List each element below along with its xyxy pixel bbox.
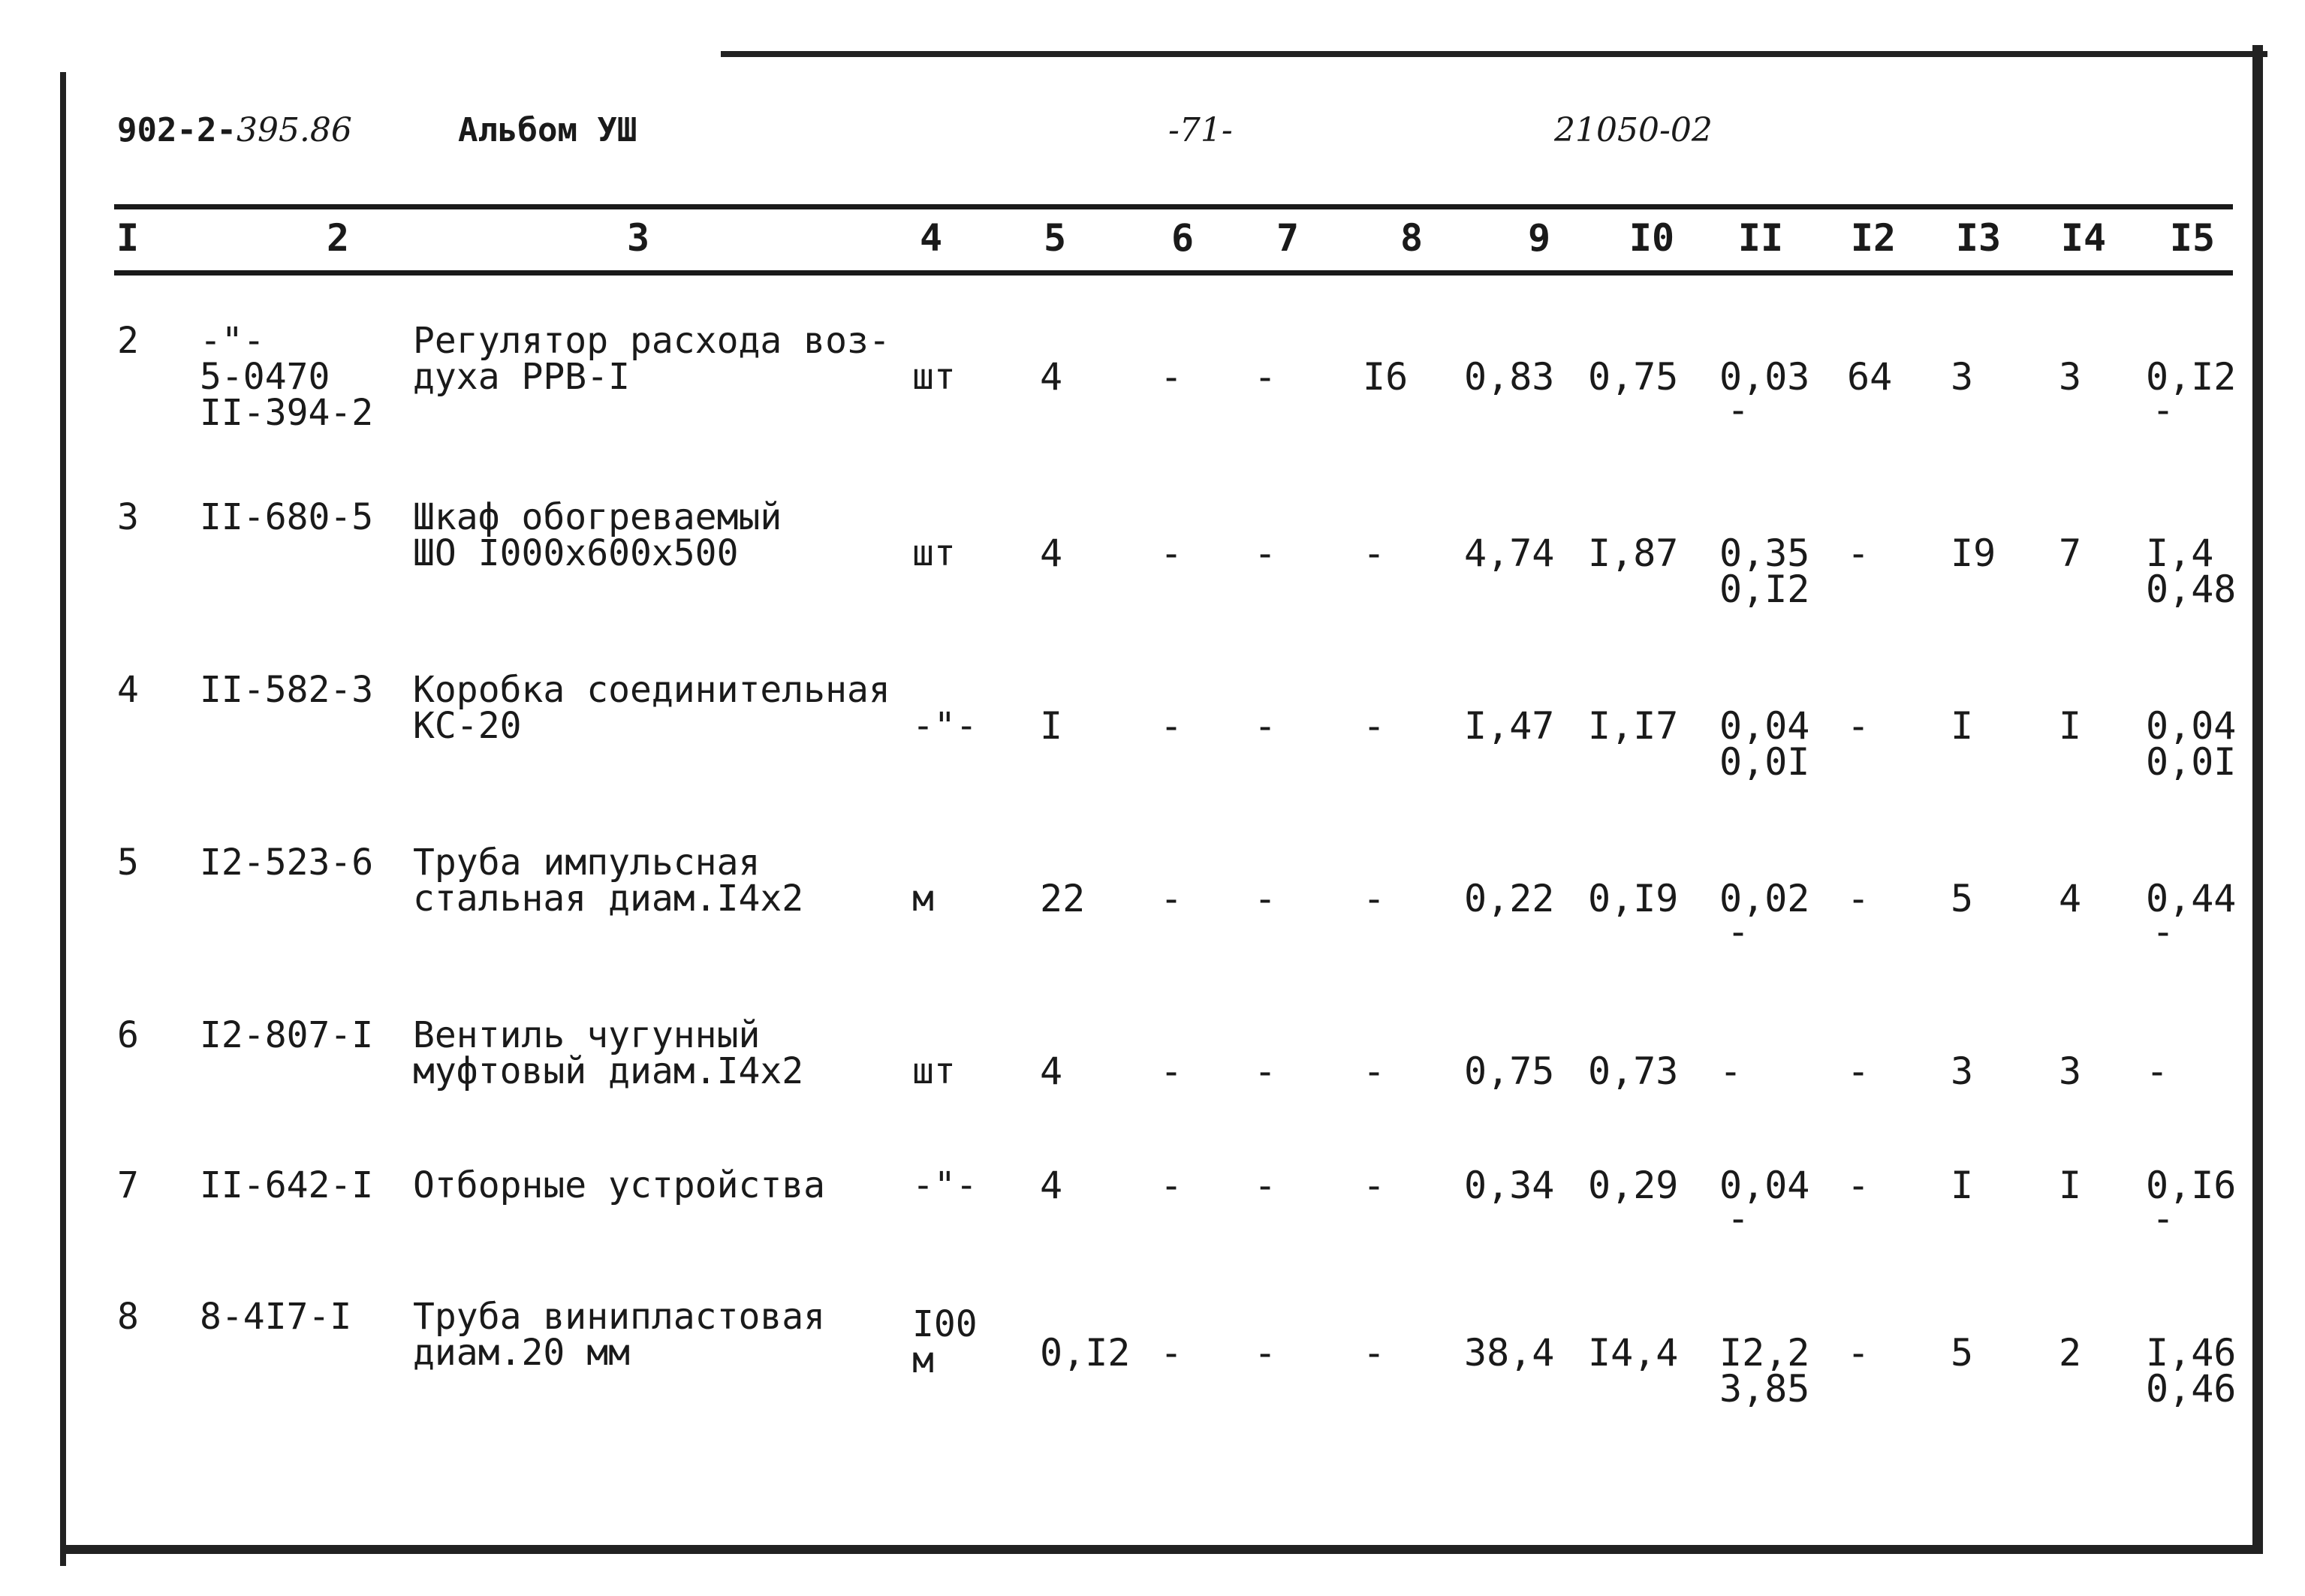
row-unit: I00 м (912, 1303, 978, 1381)
column-header-8: 8 (1400, 216, 1424, 260)
row-col14: I (2059, 704, 2082, 748)
column-header-10: I0 (1629, 216, 1675, 260)
row-unit: шт (912, 1050, 956, 1092)
row-col10: I4,4 (1588, 1331, 1679, 1375)
column-header-13: I3 (1955, 216, 2002, 260)
document-number-handwritten: 395.86 (236, 111, 352, 149)
row-name: Шкаф обогреваемый ШО I000x600x500 (413, 496, 782, 574)
row-col9: 0,83 (1464, 355, 1555, 399)
row-col6: - (1160, 355, 1183, 399)
row-col8: I6 (1363, 355, 1409, 399)
row-col13: I (1951, 704, 1974, 748)
row-col6: - (1160, 1331, 1183, 1375)
row-unit: -"- (912, 1164, 978, 1206)
header-rule-top (114, 204, 2233, 209)
row-col6: - (1160, 1049, 1183, 1093)
row-col6: - (1160, 1164, 1183, 1207)
row-col11: I2,2 3,85 (1719, 1331, 1810, 1411)
column-header-12: I2 (1850, 216, 1897, 260)
row-col12: - (1847, 877, 1870, 920)
row-col8: - (1363, 1049, 1386, 1093)
document-code: 21050-02 (1554, 111, 1713, 149)
row-unit: шт (912, 532, 956, 574)
column-header-11: II (1737, 216, 1784, 260)
header-rule-bottom (114, 270, 2233, 276)
column-header-7: 7 (1276, 216, 1300, 260)
row-col12: - (1847, 1049, 1870, 1093)
frame-top-border (721, 51, 2267, 57)
column-header-2: 2 (326, 216, 350, 260)
row-col15: 0,04 0,0I (2146, 704, 2237, 784)
row-col13: I (1951, 1164, 1974, 1207)
row-number: 6 (117, 1014, 139, 1056)
row-col11-dash: - (1727, 1197, 1750, 1240)
row-col13: 5 (1951, 877, 1974, 920)
column-header-15: I5 (2169, 216, 2216, 260)
row-col10: I,87 (1588, 531, 1679, 575)
row-col15: 0,44 (2146, 877, 2237, 920)
document-number (117, 111, 352, 149)
row-col7: - (1254, 704, 1277, 748)
column-header-9: 9 (1527, 216, 1551, 260)
row-col13: 3 (1951, 1049, 1974, 1093)
row-col7: - (1254, 355, 1277, 399)
row-code: II-680-5 (200, 496, 374, 538)
row-col14: 4 (2059, 877, 2082, 920)
row-col7: - (1254, 877, 1277, 920)
row-name: Коробка соединительная КС-20 (413, 669, 890, 747)
row-number: 4 (117, 669, 139, 711)
row-col8: - (1363, 531, 1386, 575)
row-col9: 0,22 (1464, 877, 1555, 920)
column-header-14: I4 (2060, 216, 2107, 260)
row-col6: - (1160, 531, 1183, 575)
row-col15-dash: - (2152, 1197, 2175, 1240)
frame-bottom-border (65, 1545, 2263, 1554)
frame-left-border (60, 72, 66, 1566)
row-code: 8-4I7-I (200, 1296, 352, 1338)
column-header-5: 5 (1043, 216, 1067, 260)
row-col7: - (1254, 1164, 1277, 1207)
row-col12: 64 (1847, 355, 1893, 399)
row-col15-dash: - (2152, 388, 2175, 432)
document-number-prefix: 902-2- (117, 111, 237, 149)
row-col15: I,46 0,46 (2146, 1331, 2237, 1411)
row-col12: - (1847, 531, 1870, 575)
row-col6: - (1160, 704, 1183, 748)
row-col11-dash: - (1727, 910, 1750, 953)
column-header-4: 4 (919, 216, 943, 260)
row-col9: 0,34 (1464, 1164, 1555, 1207)
row-code: II-642-I (200, 1164, 374, 1206)
row-number: 2 (117, 320, 139, 362)
row-col8: - (1363, 704, 1386, 748)
row-col12: - (1847, 1331, 1870, 1375)
frame-right-border (2252, 45, 2263, 1554)
row-code: I2-523-6 (200, 842, 374, 884)
row-col11: 0,35 0,I2 (1719, 531, 1810, 611)
row-name: Труба импульсная стальная диам.I4x2 (413, 842, 804, 920)
page-number: -71- (1168, 111, 1233, 149)
row-col11: 0,02 (1719, 877, 1810, 920)
row-number: 7 (117, 1164, 139, 1206)
row-col8: - (1363, 1331, 1386, 1375)
row-col9: 38,4 (1464, 1331, 1555, 1375)
row-code: I2-807-I (200, 1014, 374, 1056)
row-col11: 0,04 0,0I (1719, 704, 1810, 784)
row-unit: шт (912, 356, 956, 398)
row-col12: - (1847, 1164, 1870, 1207)
row-col14: I (2059, 1164, 2082, 1207)
row-col11: 0,03 (1719, 355, 1810, 399)
row-col7: - (1254, 531, 1277, 575)
row-col5: 4 (1040, 355, 1063, 399)
row-code: -"- 5-0470 II-394-2 (200, 320, 374, 434)
row-col9: I,47 (1464, 704, 1555, 748)
row-col15: 0,I2 (2146, 355, 2237, 399)
row-number: 8 (117, 1296, 139, 1338)
row-col10: 0,29 (1588, 1164, 1679, 1207)
row-code: II-582-3 (200, 669, 374, 711)
row-col5: 4 (1040, 1164, 1063, 1207)
column-header-6: 6 (1171, 216, 1195, 260)
row-col10: I,I7 (1588, 704, 1679, 748)
row-col5: I (1040, 704, 1063, 748)
row-col7: - (1254, 1049, 1277, 1093)
row-col8: - (1363, 877, 1386, 920)
row-name: Регулятор расхода воз- духа РРВ-I (413, 320, 890, 398)
row-name: Отборные устройства (413, 1164, 826, 1206)
row-col5: 4 (1040, 1049, 1063, 1093)
row-name: Труба винипластовая диам.20 мм (413, 1296, 826, 1374)
row-col14: 7 (2059, 531, 2082, 575)
row-col13: 3 (1951, 355, 1974, 399)
row-col11: - (1719, 1049, 1743, 1093)
row-col15: - (2146, 1049, 2169, 1093)
row-col10: 0,75 (1588, 355, 1679, 399)
row-number: 5 (117, 842, 139, 884)
row-col7: - (1254, 1331, 1277, 1375)
row-col15-dash: - (2152, 910, 2175, 953)
row-col11-dash: - (1727, 388, 1750, 432)
album-label: Альбом УШ (458, 111, 637, 149)
row-col15: I,4 0,48 (2146, 531, 2237, 611)
row-col5: 0,I2 (1040, 1331, 1131, 1375)
row-name: Вентиль чугунный муфтовый диам.I4x2 (413, 1014, 804, 1092)
row-col12: - (1847, 704, 1870, 748)
row-col10: 0,I9 (1588, 877, 1679, 920)
row-unit: -"- (912, 705, 978, 747)
row-col11: 0,04 (1719, 1164, 1810, 1207)
row-col9: 4,74 (1464, 531, 1555, 575)
row-col13: I9 (1951, 531, 1996, 575)
row-col10: 0,73 (1588, 1049, 1679, 1093)
row-col6: - (1160, 877, 1183, 920)
row-col13: 5 (1951, 1331, 1974, 1375)
row-unit: м (912, 878, 934, 920)
column-header-1: I (116, 216, 140, 260)
row-col15: 0,I6 (2146, 1164, 2237, 1207)
row-col14: 3 (2059, 355, 2082, 399)
row-col5: 4 (1040, 531, 1063, 575)
row-number: 3 (117, 496, 139, 538)
row-col5: 22 (1040, 877, 1086, 920)
row-col8: - (1363, 1164, 1386, 1207)
column-header-3: 3 (626, 216, 650, 260)
row-col9: 0,75 (1464, 1049, 1555, 1093)
row-col14: 2 (2059, 1331, 2082, 1375)
row-col14: 3 (2059, 1049, 2082, 1093)
